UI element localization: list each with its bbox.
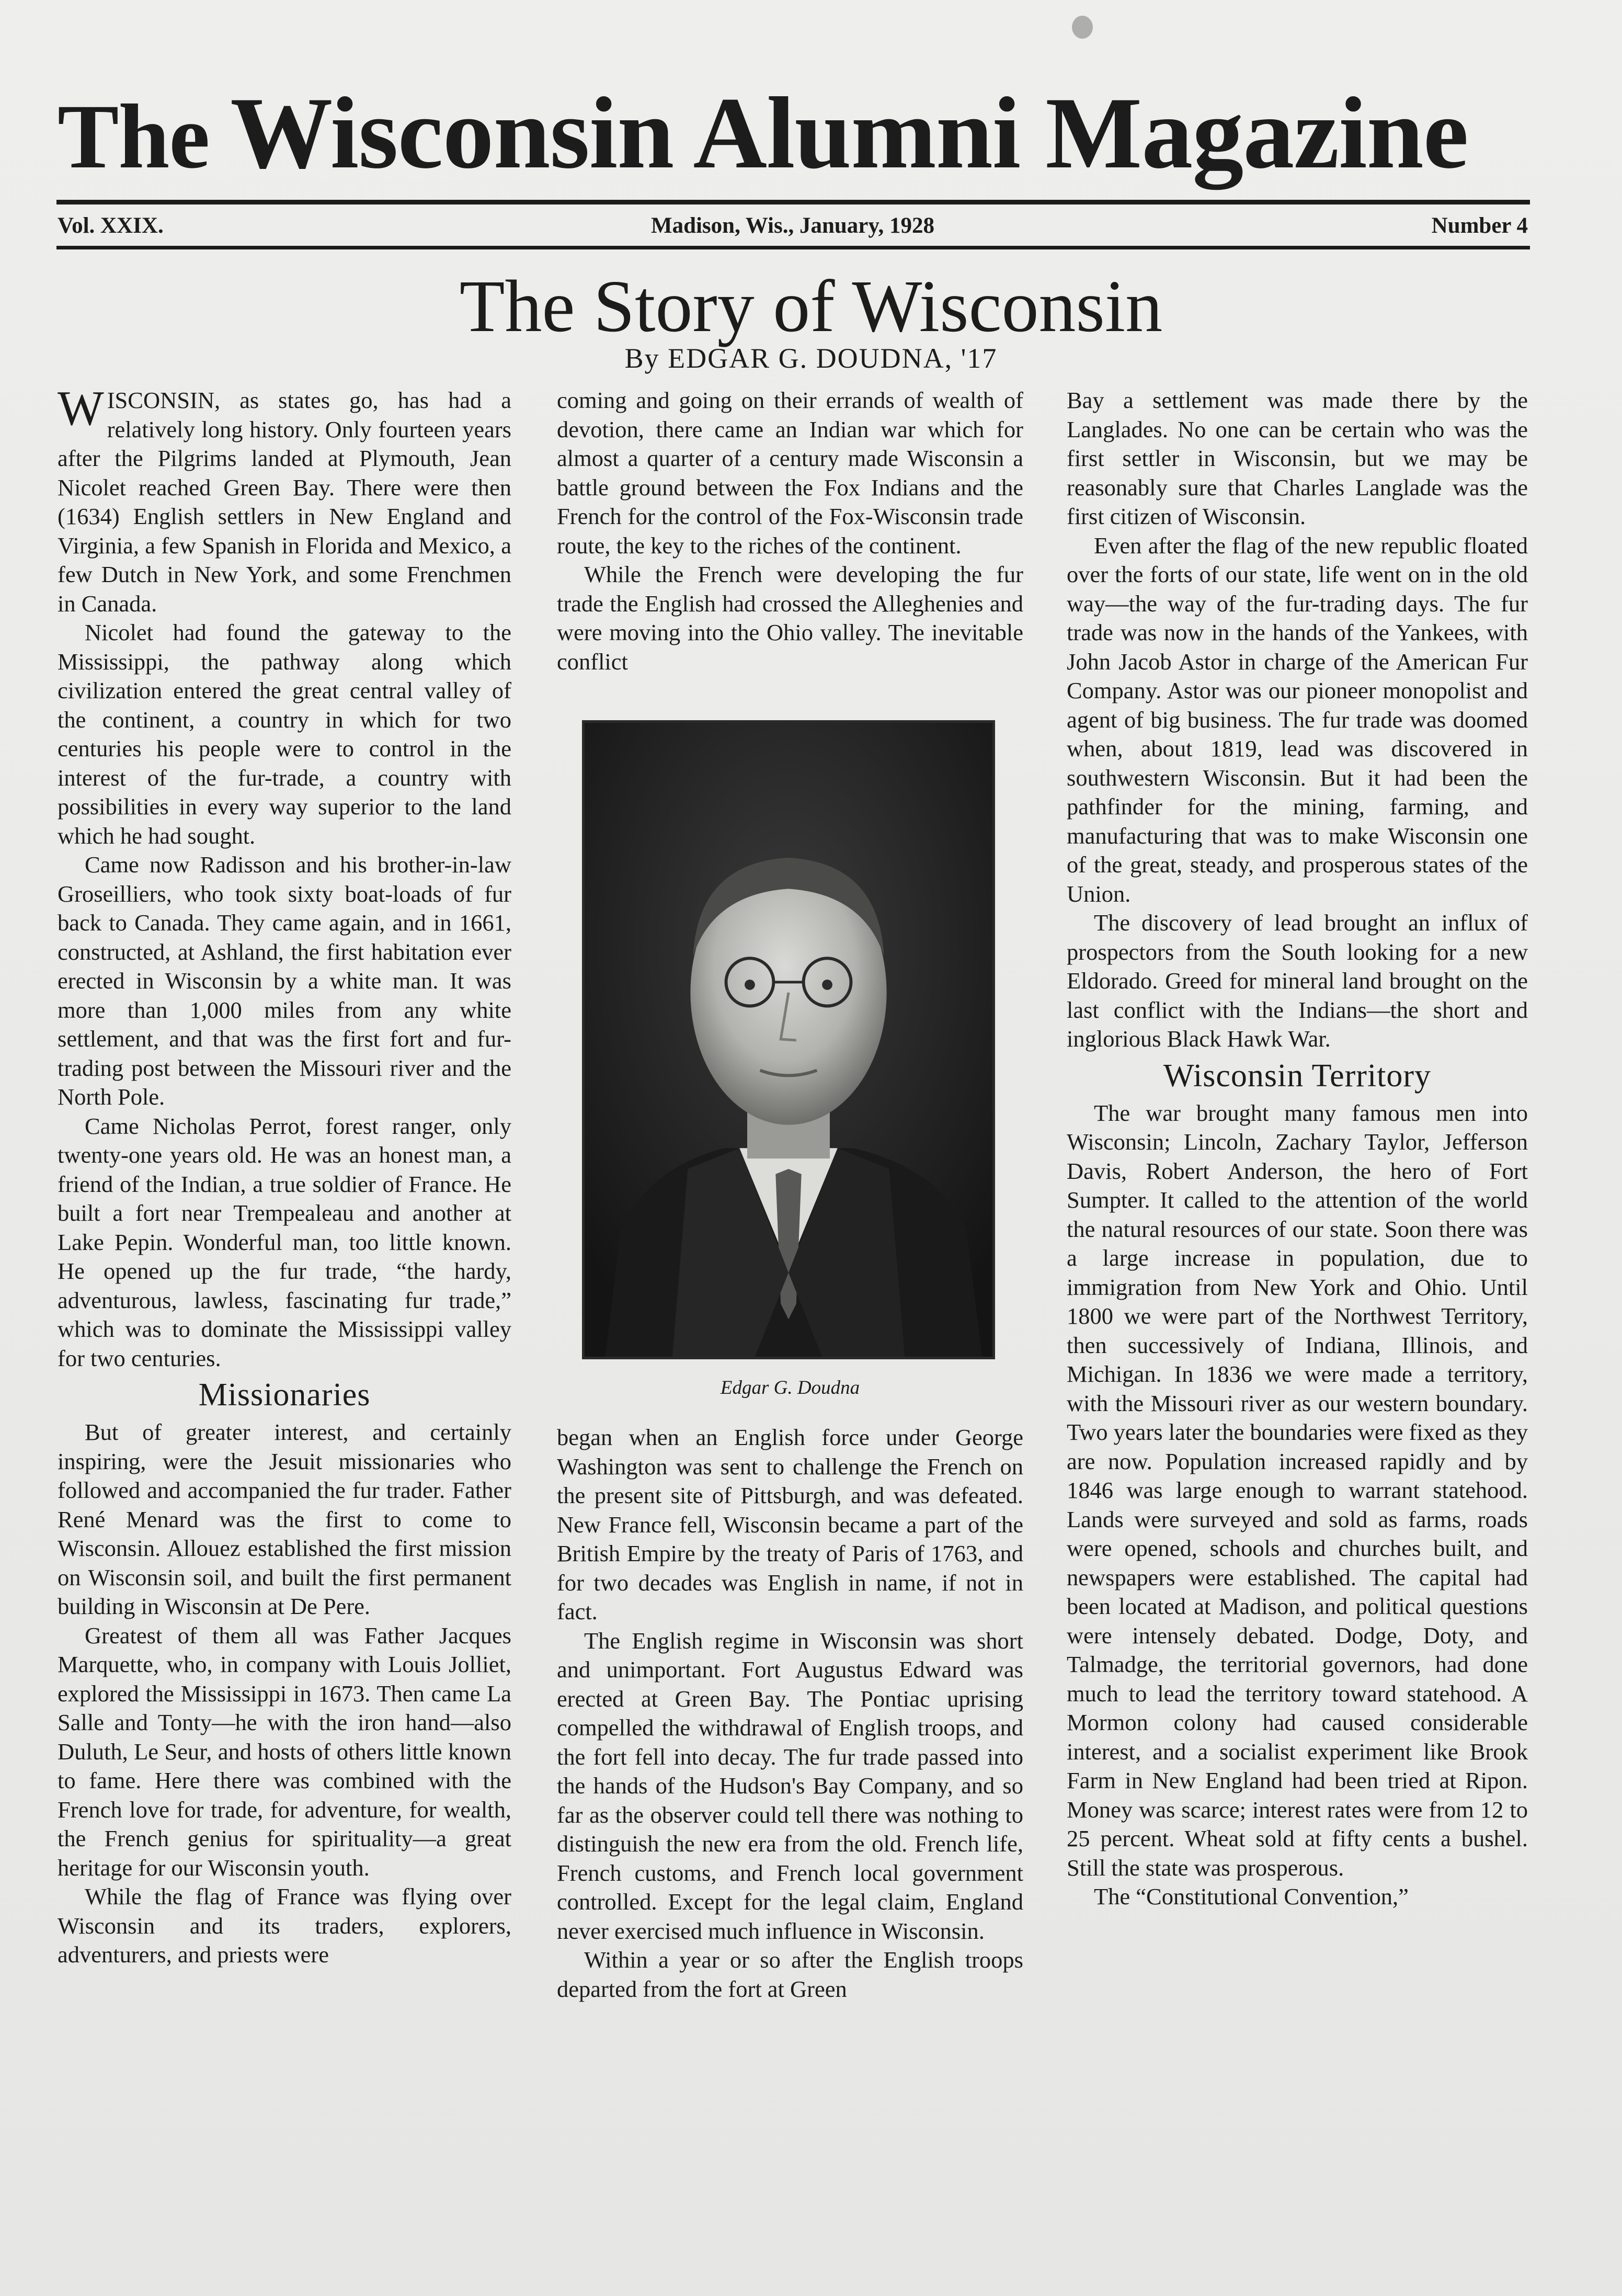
subhead-missionaries: Missionaries (198, 1377, 371, 1413)
bottom-rule (56, 246, 1530, 249)
subhead-wisconsin-territory: Wisconsin Territory (1163, 1058, 1432, 1094)
paragraph: Within a year or so after the English troops departed from the fort at Green (557, 1947, 1023, 2002)
paragraph: The English regime in Wisconsin was short and unimportant. Fort Augustus Edward was erected at Green Bay. The Pontiac uprising compelled the withdrawal of English troops, and the fort fell into decay. The fur trade passed into the hands of the Hudson's Bay Company, and so far as the observer could tell there was nothing to distinguish the new era from the old. French life, French customs, and French local government controlled. Except for the legal claim, England never exercised much influence in Wisconsin. (557, 1627, 1023, 1944)
photo-caption: Edgar G. Doudna (720, 1377, 860, 1399)
ink-speck (1072, 16, 1093, 39)
column-2 (557, 386, 1023, 2185)
column-1 (58, 381, 511, 2185)
paragraph: began when an English force under George Washington was sent to challenge the French on the present site of Pittsburgh, and was defeated. New France fell, Wisconsin became a part of the British Empire by the treaty of Paris of 1763, and for two decades was English in name, if not in fact. (557, 1424, 1023, 1624)
paragraph: Greatest of them all was Father Jacques Marquette, who, in company with Louis Jolliet, explored the Mississippi in 1673. Then came La Salle and Tonty—he with the iron hand—also Duluth, Le Seur, and hosts of others little known to fame. Here there was combined with the French love for trade, for adventure, for wealth, the French genius for spirituality—a great heritage for our Wisconsin youth. (58, 1622, 511, 1881)
paragraph (58, 381, 511, 618)
paragraph-text: ISCONSIN, as states go, has had a relatively long history. Only fourteen years after the Pilgrims landed at Plymouth, Jean Nicolet reached Green Bay. There were then (1634) English settlers in New England and Virginia, a few Spanish in Florida and Mexico, a few Dutch in New York, and some Frenchmen in Canada. (58, 387, 511, 617)
paragraph: Nicolet had found the gateway to the Mississippi, the pathway along which civilization entered the great central valley of the continent, a country in which for two centuries his people were to control in the interest of the fur-trade, a country with possibilities in every way superior to the land which he had sought. (58, 619, 511, 849)
paragraph: The “Constitutional Convention,” (1094, 1883, 1409, 1909)
paragraph: Came Nicholas Perrot, forest ranger, only twenty-one years old. He was an honest man, a friend of the Indian, a true soldier of France. He built a fort near Trempealeau and another at Lake Pepin. Wonderful man, too little known. He opened up the fur trade, “the hardy, adventurous, lawless, fascinating fur trade,” which was to dominate the Mississippi valley for two centuries. (58, 1112, 511, 1371)
drop-cap: W (58, 381, 104, 436)
issue-line (58, 209, 1528, 243)
issue-number: Number 4 (1431, 213, 1528, 238)
masthead (58, 76, 1522, 190)
paragraph: While the French were developing the fur trade the English had crossed the Alleghenies and were moving into the Ohio valley. The inevitable conflict (557, 561, 1023, 675)
paragraph: While the flag of France was flying over Wisconsin and its traders, explorers, adventurers, and priests were (58, 1883, 511, 1968)
portrait-figure (557, 720, 1023, 1401)
portrait-photo (582, 720, 995, 1359)
paragraph: But of greater interest, and certainly inspiring, were the Jesuit missionaries who followed and accompanied the fur trader. Father René Menard was the first to come to Wisconsin. Allouez established the first mission on Wisconsin soil, and built the first permanent building in Wisconsin at De Pere. (58, 1419, 511, 1619)
paragraph: Bay a settlement was made there by the Langlades. No one can be certain who was the first settler in Wisconsin, but we may be reasonably sure that Charles Langlade was the first citizen of Wisconsin. (1067, 387, 1528, 529)
paragraph: Came now Radisson and his brother-in-law Groseilliers, who took sixty boat-loads of fur back to Canada. They came again, and in 1661, constructed, at Ashland, the first habitation ever erected in Wisconsin by a white man. It was more than 1,000 miles from any white settlement, and that was the first fort and fur-trading post between the Missouri river and the North Pole. (58, 851, 511, 1110)
portrait-image (585, 723, 992, 1357)
column-3 (1067, 386, 1528, 2185)
masthead-name: Wisconsin Alumni Magazine (230, 76, 1468, 190)
paragraph: The discovery of lead brought an influx of prospectors from the South looking for a new Eldorado. Greed for mineral land brought on the last conflict with the Indians—the short and inglorious Black Hawk War. (1067, 910, 1528, 1052)
masthead-the: The (58, 86, 210, 188)
issue-volume: Vol. XXIX. (58, 213, 164, 238)
article-title: The Story of Wisconsin (459, 265, 1163, 347)
paragraph: Even after the flag of the new republic floated over the forts of our state, life went on in the old way—the way of the fur-trading days. The fur trade was now in the hands of the Yankees, with John Jacob Astor in charge of the American Fur Company. Astor was our pioneer monopolist and agent of big business. The fur trade was doomed when, about 1819, lead was discovered in southwestern Wisconsin. But it had been the pathfinder for the mining, farming, and manufacturing that was to make Wisconsin one of the great, steady, and prosperous states of the Union. (1067, 532, 1528, 907)
paragraph: The war brought many famous men into Wisconsin; Lincoln, Zachary Taylor, Jefferson Davis, Robert Anderson, the hero of Fort Sumpter. It called to the attention of the world the natural resources of our state. Soon there was a large increase in population, due to immigration from New York and Ohio. Until 1800 we were part of the Northwest Territory, then successively of Indiana, Illinois, and Michigan. In 1836 we were made a territory, with the Missouri river as our western boundary. Two years later the boundaries were fixed as they are now. Population increased rapidly and by 1846 was large enough to warrant statehood. Lands were surveyed and sold as farms, roads were opened, schools and churches built, and newspapers were established. The capital had been located at Madison, and political questions were intensely debated. Dodge, Doty, and Talmadge, the territorial governors, had done much to lead the territory toward statehood. A Mormon colony had caused considerable interest, and a socialist experiment like Brook Farm in New England had been tried at Ripon. Money was scarce; interest rates were from 12 to 25 percent. Wheat sold at fifty cents a bushel. Still the state was prosperous. (1067, 1099, 1528, 1881)
issue-place-date: Madison, Wis., January, 1928 (650, 213, 934, 238)
article-byline: By EDGAR G. DOUDNA, '17 (624, 343, 998, 374)
paragraph: coming and going on their errands of wealth of devotion, there came an Indian war which for almost a quarter of a century made Wisconsin a battle ground between the Fox Indians and the French for the control of the Fox-Wisconsin trade route, the key to the riches of the continent. (557, 387, 1023, 559)
top-rule (56, 200, 1530, 204)
